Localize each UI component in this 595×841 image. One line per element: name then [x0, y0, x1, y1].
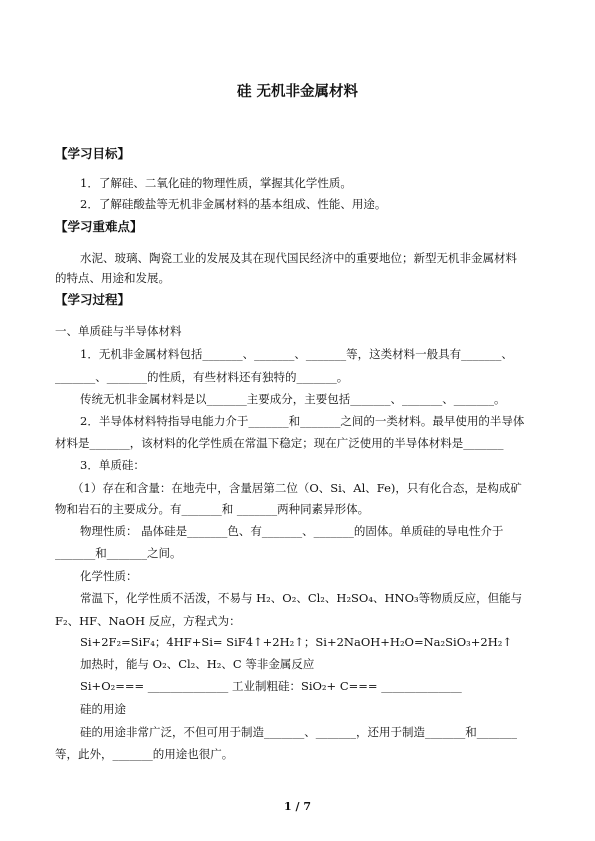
objectives-heading: 【学习目标】 — [55, 146, 131, 161]
process-line: 3．单质硅： — [80, 458, 145, 472]
process-line: _______、_______的性质，有些材料还有独特的_______。 — [55, 370, 349, 384]
process-line: 1．无机非金属材料包括_______、_______、_______等，这类材料一般具有_______、 — [80, 347, 513, 361]
process-line: 硅的用途 — [80, 702, 126, 716]
key-points-text: 水泥、玻璃、陶瓷工业的发展及其在现代国民经济中的重要地位；新型无机非金属材料 — [80, 251, 517, 265]
process-line: 等，此外，_______的用途也很广。 — [55, 747, 234, 761]
process-line: _______和_______之间。 — [55, 546, 182, 560]
process-line: （1）存在和含量：在地壳中，含量居第二位（O、Si、Al、Fe)，只有化合态，是构成矿 — [72, 481, 522, 495]
key-points-text: 的特点、用途和发展。 — [55, 271, 170, 285]
process-line: 硅的用途非常广泛，不但可用于制造_______、_______，还用于制造_______和_______ — [80, 725, 517, 739]
page-number: 1 / 7 — [284, 800, 311, 813]
equation-line: Si+O₂=== ______________ 工业制粗硅：SiO₂+ C=== ______________ — [80, 679, 462, 693]
section-title: 一、单质硅与半导体材料 — [55, 324, 182, 338]
process-line: 传统无机非金属材料是以_______主要成分，主要包括_______、_______、_______。 — [80, 392, 506, 406]
process-line: 材料是_______，该材料的化学性质在常温下稳定；现在广泛使用的半导体材料是_______ — [55, 436, 504, 450]
process-heading: 【学习过程】 — [55, 292, 131, 307]
document-title: 硅 无机非金属材料 — [236, 84, 359, 100]
equation-line: Si+2F₂=SiF₄；4HF+Si= SiF4↑+2H₂↑；Si+2NaOH+H₂O=Na₂SiO₃+2H₂↑ — [80, 635, 512, 649]
key-points-heading: 【学习重难点】 — [55, 219, 143, 234]
objective-item: 1．了解硅、二氧化硅的物理性质，掌握其化学性质。 — [80, 176, 352, 190]
process-line: 2．半导体材料特指导电能力介于_______和_______之间的一类材料。最早使用的半导体 — [80, 414, 525, 428]
process-line: F₂、HF、NaOH 反应，方程式为： — [55, 614, 241, 628]
process-line: 常温下，化学性质不活泼，不易与 H₂、O₂、Cl₂、H₂SO₄、HNO₃等物质反应，但能与 — [80, 591, 523, 605]
process-line: 物理性质： 晶体硅是_______色、有_______、_______的固体。单质硅的导电性介于 — [80, 524, 504, 538]
process-line: 加热时，能与 O₂、Cl₂、H₂、C 等非金属反应 — [80, 657, 315, 671]
process-line: 物和岩石的主要成分。有_______和 _______两种同素异形体。 — [55, 502, 370, 516]
objective-item: 2．了解硅酸盐等无机非金属材料的基本组成、性能、用途。 — [80, 197, 387, 211]
process-line: 化学性质： — [80, 569, 138, 583]
